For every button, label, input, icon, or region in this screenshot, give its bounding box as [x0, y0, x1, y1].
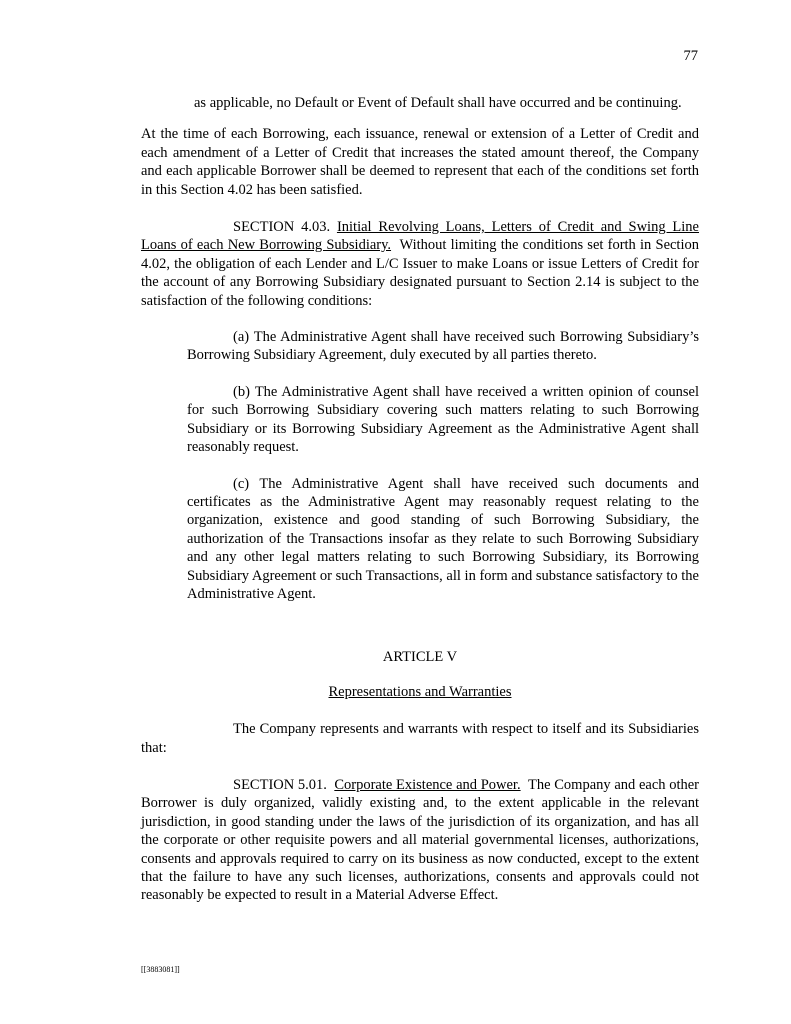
section-4-03-text: Without limiting the conditions set forth in Section 4.02, the obligation of each Lender and L/C Issuer to make Loans or issue Letters of Credit for the account of any Borrowing Subsidiary designated pursuant to Section 2.14 is subject to the satisfaction of the following conditions: — [141, 237, 699, 309]
document-id: [[3883081]] — [141, 965, 180, 974]
section-4-03-paragraph — [141, 218, 699, 310]
condition-b — [187, 383, 699, 457]
section-4-03-title: Initial Revolving Loans, Letters of Credit and Swing Line Loans of each New Borrowing Subsidiary. — [141, 219, 699, 254]
page-number: 77 — [683, 48, 698, 64]
section-5-01-title: Corporate Existence and Power. — [334, 776, 521, 793]
section-5-01-paragraph — [141, 776, 699, 905]
continuation-paragraph: as applicable, no Default or Event of Default shall have occurred and be continuing. — [194, 95, 682, 111]
condition-a-label: (a) — [233, 329, 250, 346]
article-subtitle-text: Representations and Warranties — [328, 683, 512, 700]
condition-c — [187, 475, 699, 604]
condition-a-text: The Administrative Agent shall have received such Borrowing Subsidiary’s Borrowing Subsidiary Agreement, duly executed by all parties thereto. — [187, 329, 699, 364]
section-5-01-text: The Company and each other Borrower is duly organized, validly existing and, to the extent applicable in the relevant jurisdiction, in good standing under the laws of the jurisdiction of its organization, and has all the corporate or other requisite powers and all material governmental licenses, authorizations, consents and approvals required to carry on its business as now conducted, except to the extent that the failure to have any such licenses, authorizations, consents and approvals could not reasonably be expected to result in a Material Adverse Effect. — [141, 776, 700, 904]
condition-b-label: (b) — [233, 383, 250, 400]
section-4-03-number: SECTION 4.03. — [233, 219, 331, 236]
article-intro-paragraph: The Company represents and warrants with respect to itself and its Subsidiaries that: — [141, 721, 699, 756]
condition-c-label: (c) — [233, 475, 250, 492]
section-5-01-number: SECTION 5.01. — [233, 776, 327, 793]
condition-a — [187, 328, 699, 365]
condition-b-text: The Administrative Agent shall have received a written opinion of counsel for such Borrowing Subsidiary covering such matters relating to such Borrowing Subsidiary or its Borrowing Subsidiary Agreement as the Administrative Agent shall reasonably request. — [187, 383, 699, 456]
article-subtitle — [141, 683, 699, 701]
borrowing-paragraph: At the time of each Borrowing, each issuance, renewal or extension of a Letter of Credit and each amendment of a Letter of Credit that increases the stated amount thereof, the Company and each applicable Borrower shall be deemed to represent that each of the conditions set forth in this Section 4.02 has been satisfied. — [141, 126, 699, 198]
document-body — [141, 94, 699, 905]
article-heading: ARTICLE V — [382, 649, 458, 666]
condition-c-text: The Administrative Agent shall have received such documents and certificates as the Administrative Agent may reasonably request relating to the organization, existence and good standing of such Borrowing Subsidiary, the authorization of the Transactions insofar as they relate to such Borrowing Subsidiary and any other legal matters relating to such Borrowing Subsidiary, its Borrowing Subsidiary Agreement or such Transactions, all in form and substance satisfactory to the Administrative Agent. — [187, 475, 700, 602]
